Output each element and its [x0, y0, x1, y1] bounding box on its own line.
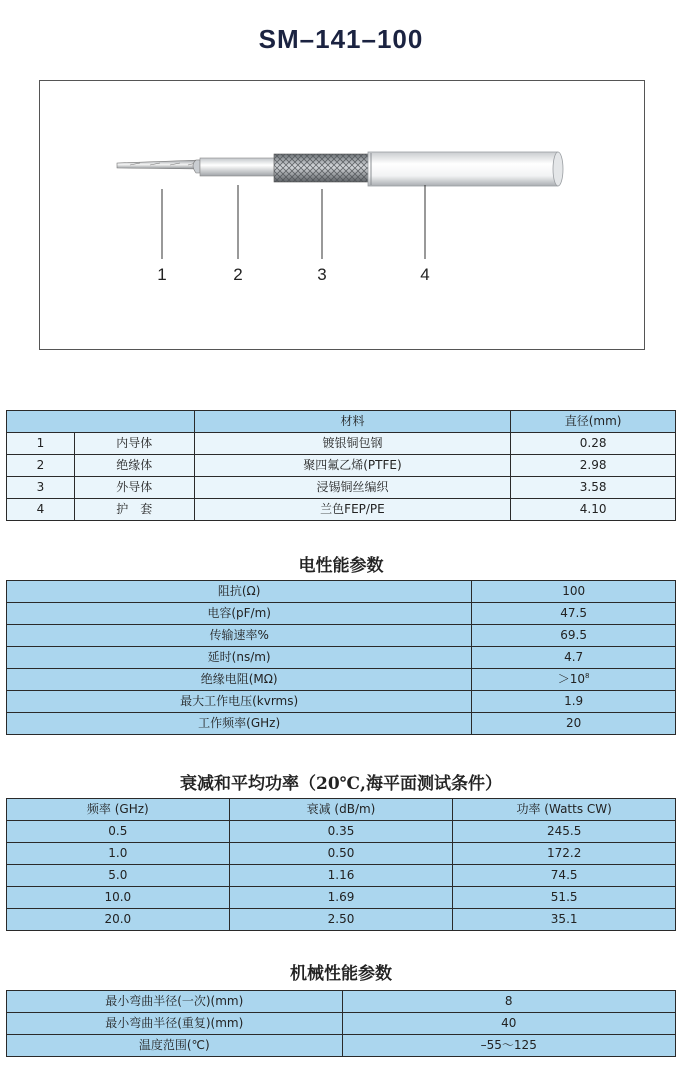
- jacket: [368, 152, 563, 186]
- table-row: 3 外导体 浸锡铜丝编织 3.58: [7, 477, 676, 499]
- cable-diagram: [39, 80, 645, 350]
- table-row: 2 绝缘体 聚四氟乙烯(PTFE) 2.98: [7, 455, 676, 477]
- diagram-label-2: 2: [233, 265, 243, 284]
- outer-braid: [274, 154, 370, 182]
- table-row: 阻抗(Ω) 100: [7, 581, 676, 603]
- electrical-title: 电性能参数: [298, 556, 384, 576]
- table-row: 1 内导体 镀银铜包钢 0.28: [7, 433, 676, 455]
- electrical-table: [6, 580, 676, 735]
- table-row: 温度范围(℃) –55～125: [7, 1035, 676, 1057]
- table-row: 10.0 1.69 51.5: [7, 887, 676, 909]
- table-row: 最小弯曲半径(一次)(mm) 8: [7, 991, 676, 1013]
- table-row: 最小弯曲半径(重复)(mm) 40: [7, 1013, 676, 1035]
- table-header-row: [7, 411, 676, 433]
- insulation: [193, 158, 276, 176]
- attenuation-table: [6, 798, 676, 931]
- table-row: 0.5 0.35 245.5: [7, 821, 676, 843]
- table-row: 传输速率% 69.5: [7, 625, 676, 647]
- attenuation-title: 衰减和平均功率（20℃,海平面测试条件）: [180, 774, 502, 794]
- diagram-label-1: 1: [157, 265, 167, 284]
- mechanical-table: [6, 990, 676, 1057]
- materials-table: [6, 410, 676, 521]
- table-row: 4 护 套 兰色FEP/PE 4.10: [7, 499, 676, 521]
- table-row: 最大工作电压(kvrms) 1.9: [7, 691, 676, 713]
- table-row: 延时(ns/m) 4.7: [7, 647, 676, 669]
- header-material: 材料: [194, 411, 511, 433]
- diagram-label-3: 3: [317, 265, 327, 284]
- diagram-label-4: 4: [420, 265, 430, 284]
- table-row: 5.0 1.16 74.5: [7, 865, 676, 887]
- table-row: 绝缘电阻(MΩ) $>10^8$: [7, 669, 676, 691]
- mechanical-title: 机械性能参数: [290, 964, 392, 984]
- table-header-row: 频率 (GHz) 衰减 (dB/m) 功率 (Watts CW): [7, 799, 676, 821]
- table-row: 工作频率(GHz) 20: [7, 713, 676, 735]
- header-diameter: 直径(mm): [511, 411, 676, 433]
- table-row: 1.0 0.50 172.2: [7, 843, 676, 865]
- table-row: 电容(pF/m) 47.5: [7, 603, 676, 625]
- inner-conductor: [117, 160, 200, 169]
- page-title: SM–141–100: [258, 24, 424, 54]
- table-row: 20.0 2.50 35.1: [7, 909, 676, 931]
